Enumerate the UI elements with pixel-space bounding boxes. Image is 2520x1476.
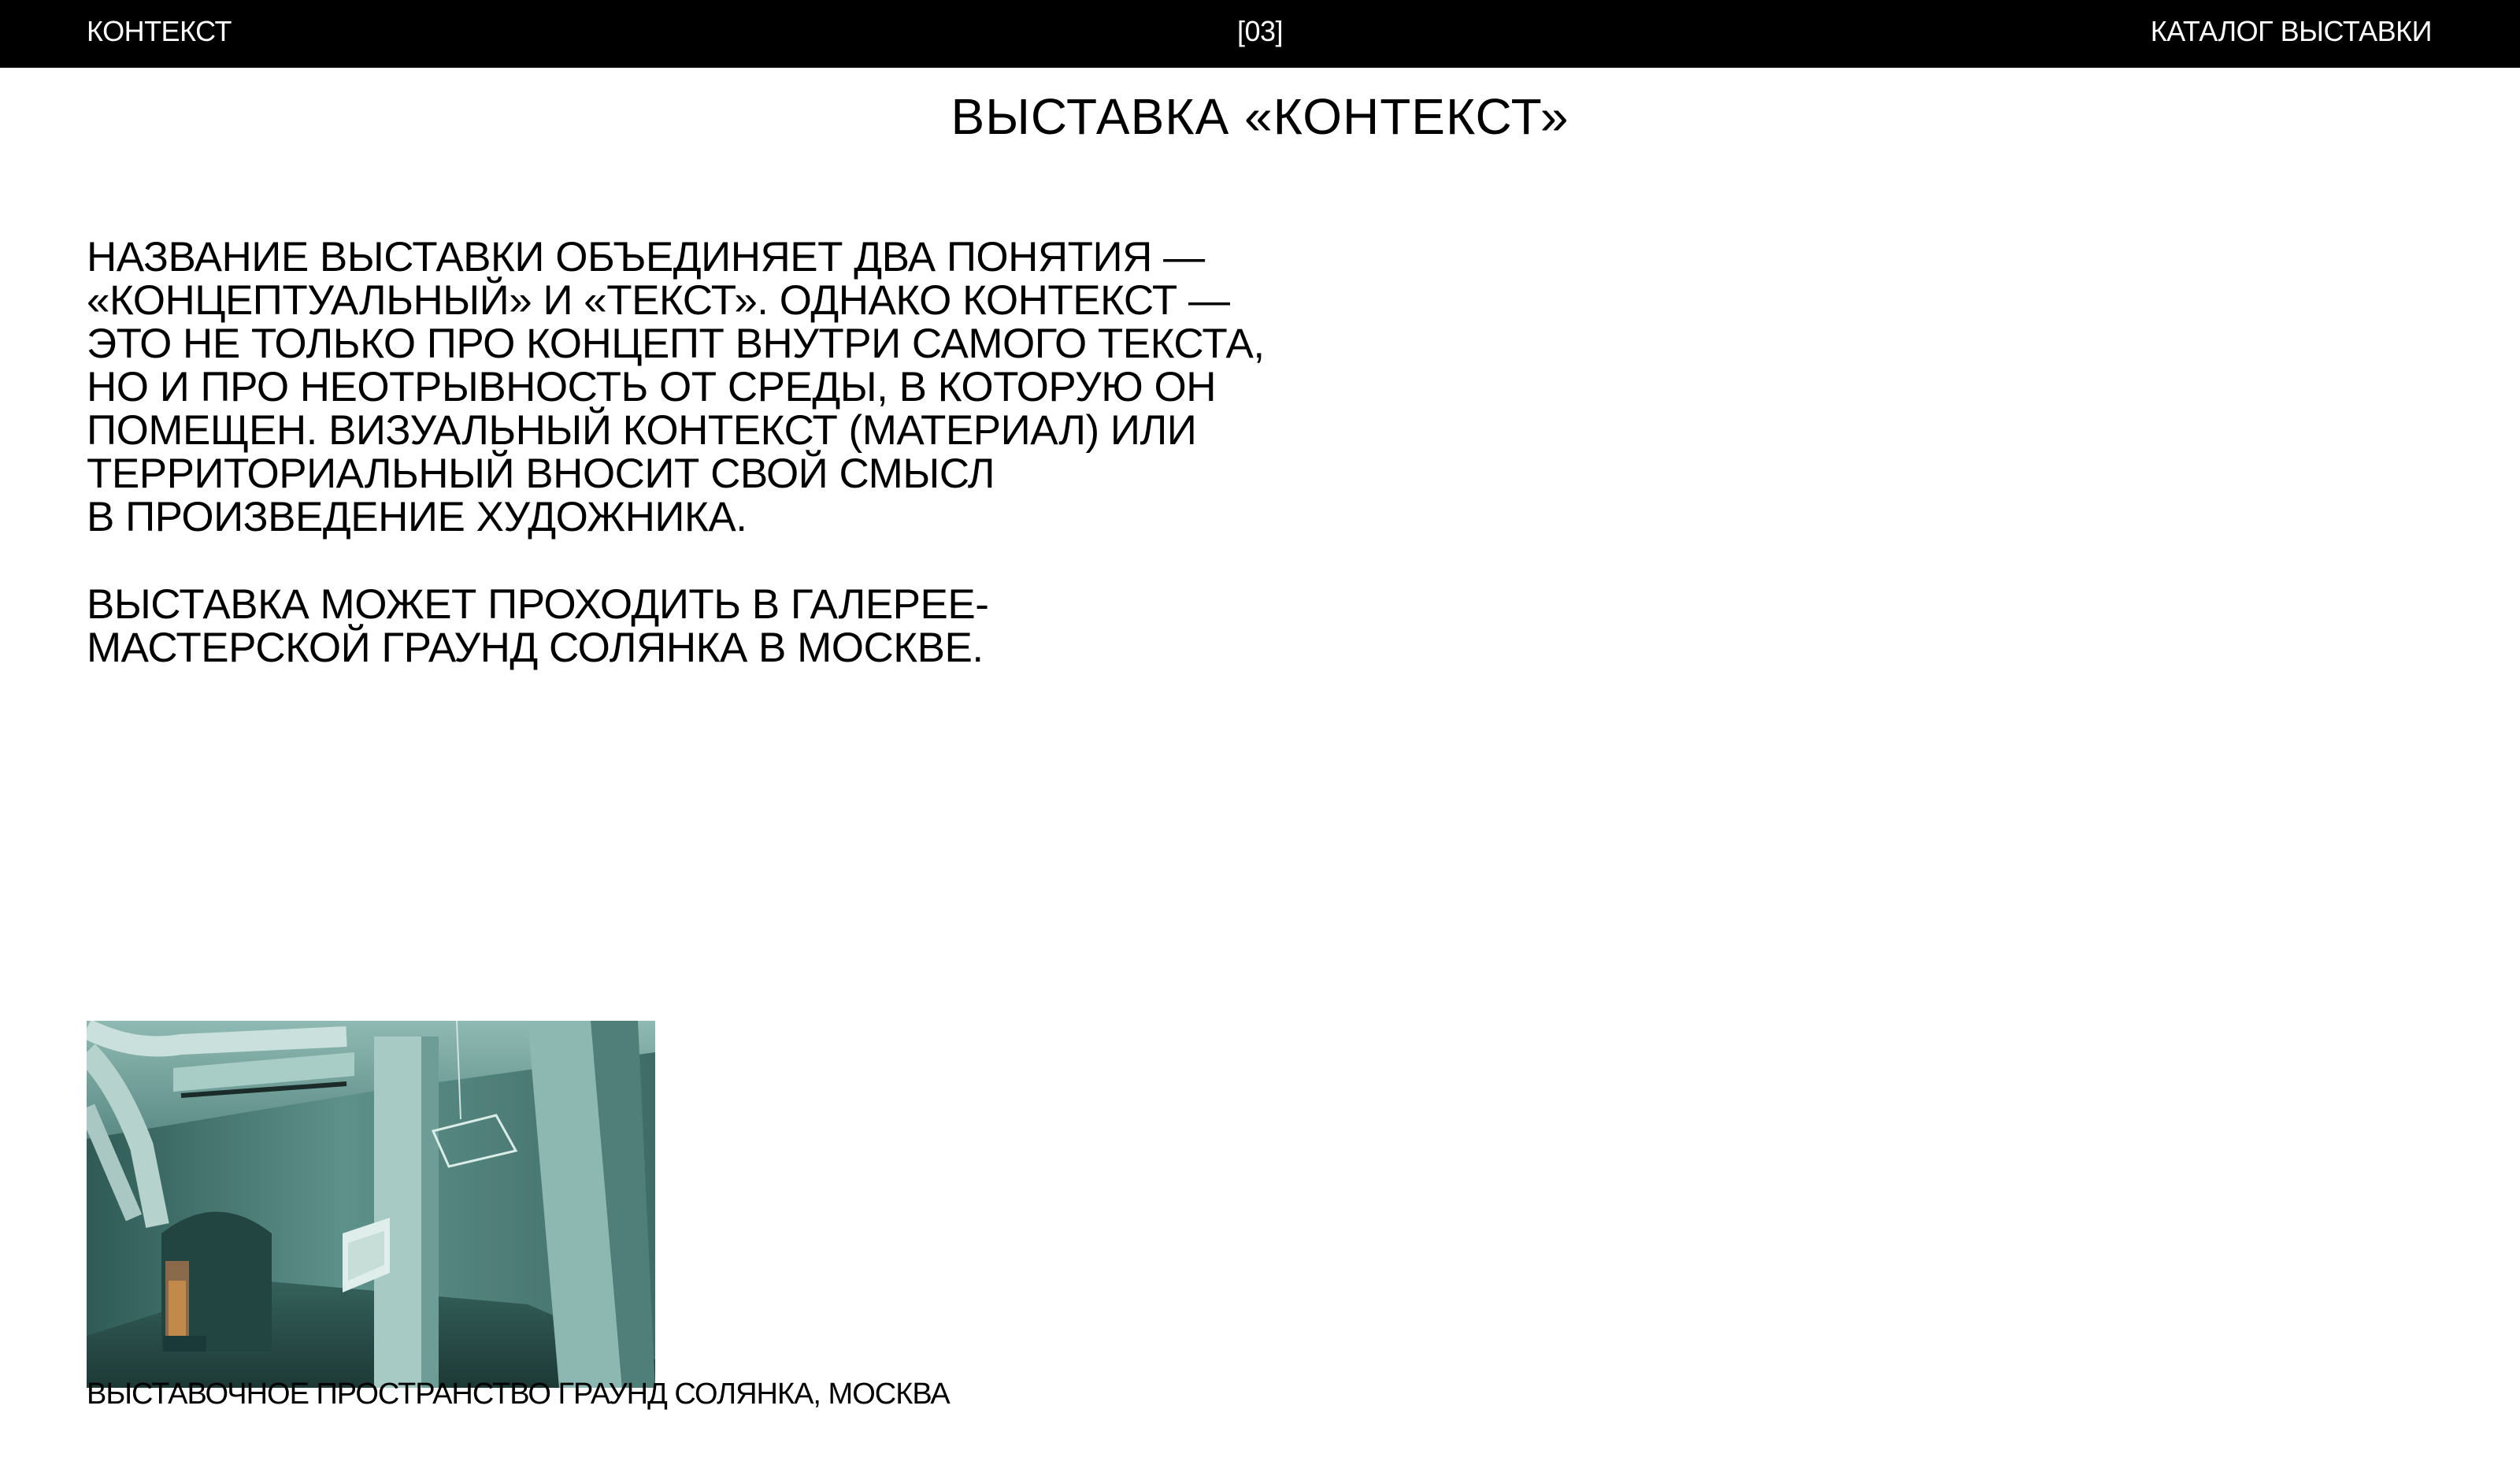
header-bar bbox=[0, 0, 2520, 68]
header-section-label: КОНТЕКСТ bbox=[87, 15, 232, 47]
intro-line: ЭТО НЕ ТОЛЬКО ПРО КОНЦЕПТ ВНУТРИ САМОГО ТЕКСТА, bbox=[87, 321, 1265, 367]
intro-line: ПОМЕЩЕН. ВИЗУАЛЬНЫЙ КОНТЕКСТ (МАТЕРИАЛ) ИЛИ bbox=[87, 407, 1197, 454]
venue-paragraph bbox=[87, 583, 1425, 669]
page-number: [03] bbox=[1236, 15, 1284, 47]
intro-line: НО И ПРО НЕОТРЫВНОСТЬ ОТ СРЕДЫ, В КОТОРУЮ ОН bbox=[87, 364, 1216, 410]
intro-line: ТЕРРИТОРИАЛЬНЫЙ ВНОСИТ СВОЙ СМЫСЛ bbox=[87, 451, 995, 497]
photo-caption: ВЫСТАВОЧНОЕ ПРОСТРАНСТВО ГРАУНД СОЛЯНКА, МОСКВА bbox=[87, 1378, 950, 1411]
intro-paragraph bbox=[87, 235, 1425, 539]
page-title: ВЫСТАВКА «КОНТЕКСТ» bbox=[951, 88, 1569, 145]
gallery-photo bbox=[87, 1021, 655, 1388]
venue-line: МАСТЕРСКОЙ ГРАУНД СОЛЯНКА В МОСКВЕ. bbox=[87, 625, 984, 671]
intro-line: НАЗВАНИЕ ВЫСТАВКИ ОБЪЕДИНЯЕТ ДВА ПОНЯТИЯ — bbox=[87, 234, 1205, 280]
catalog-label: КАТАЛОГ ВЫСТАВКИ bbox=[2150, 15, 2432, 47]
venue-line: ВЫСТАВКА МОЖЕТ ПРОХОДИТЬ В ГАЛЕРЕЕ- bbox=[87, 581, 989, 628]
intro-line: В ПРОИЗВЕДЕНИЕ ХУДОЖНИКА. bbox=[87, 494, 747, 540]
intro-line: «КОНЦЕПТУАЛЬНЫЙ» И «ТЕКСТ». ОДНАКО КОНТЕКСТ — bbox=[87, 277, 1230, 324]
